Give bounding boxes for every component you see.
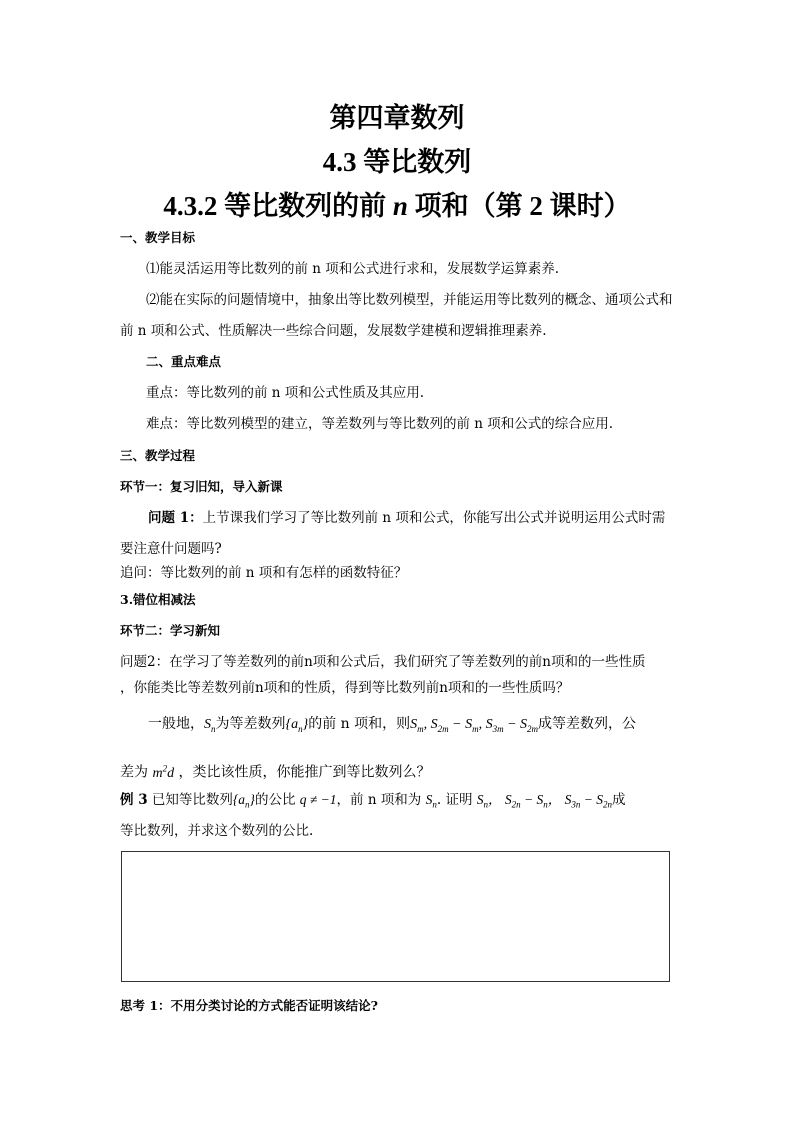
method-note: 3.错位相减法 (120, 592, 196, 607)
keypoints-heading: 二、重点难点 (146, 354, 222, 369)
example-3-text-a: 已知等比数列 (151, 792, 233, 808)
goal-item-2-line-1: ⑵能在实际的问题情境中，抽象出等比数列模型，并能运用等比数列的概念、通项公式和 (146, 292, 673, 308)
think-1-text: 不用分类讨论的方式能否证明该结论? (170, 998, 378, 1013)
question-1-label: 问题 1： (148, 510, 203, 526)
analogy-line-2 (120, 758, 431, 784)
difficulty-point: 难点：等比数列模型的建立，等差数列与等比数列的前 n 项和公式的综合应用. (146, 416, 614, 432)
question-2-line-2: ，你能类比等差数列前n项和的性质，得到等比数列前n项和的一些性质吗？ (120, 680, 570, 696)
analogy-tail: 成等差数列，公 (538, 716, 637, 732)
goal-item-2-line-2: 前 n 项和公式、性质解决一些综合问题，发展数学建模和逻辑推理素养. (120, 323, 547, 339)
example-3-sequence: $\{a_n\}$ (232, 792, 255, 810)
answer-box[interactable] (121, 851, 670, 982)
process-heading: 三、教学过程 (120, 448, 196, 463)
section-title: 4.3 等比数列 (322, 147, 472, 177)
analogy-mid-2: 的前 n 项和，则 (308, 716, 411, 732)
step-1-heading: 环节一：复习旧知，导入新课 (120, 479, 283, 494)
example-3-label: 例 3 (120, 792, 148, 808)
example-3-line-2: 等比数列，并求这个数列的公比. (120, 823, 314, 839)
example-3-terms: $S_n$， $S_{2n} - S_n$， $S_{3n} - S_{2n}$ (476, 792, 612, 810)
goal-item-1: ⑴能灵活运用等比数列的前 n 项和公式进行求和，发展数学运算素养. (146, 261, 560, 277)
analogy-sequence: $\{a_n\}$ (285, 717, 309, 734)
question-2-line-1: 问题2：在学习了等差数列的前n项和公式后，我们研究了等差数列的前n项和的一些性质 (120, 654, 646, 670)
common-difference-formula: $m^2d$ (152, 763, 175, 781)
example-3-text-b: 的公比 (254, 792, 296, 808)
followup-question: 追问：等比数列的前 n 项和有怎样的函数特征？ (120, 565, 408, 581)
analogy-prefix: 一般地， (148, 716, 204, 732)
step-2-heading: 环节二：学习新知 (120, 623, 221, 638)
chapter-title: 第四章数列 (329, 103, 465, 133)
key-point: 重点：等比数列的前 n 项和公式性质及其应用. (146, 385, 425, 401)
think-1-label: 思考 1： (120, 998, 171, 1013)
analogy-sn: $S_n$ (204, 717, 216, 734)
example-3-text-e: 成 (612, 792, 626, 808)
subsection-title-n: n (392, 191, 408, 221)
example-3-text-c: ，前 n 项和为 (336, 792, 422, 808)
subsection-title-post: 项和（第 2 课时） (407, 191, 631, 221)
subsection-title (0, 184, 794, 223)
example-3-text-d: . 证明 (436, 792, 473, 808)
analogy-mid: 为等差数列 (215, 716, 286, 732)
think-1 (120, 996, 378, 1016)
subsection-title-pre: 4.3.2 等比数列的前 (163, 191, 393, 221)
analogy-line-2-suffix: ，类比该性质，你能推广到等比数列么？ (178, 764, 431, 781)
example-3-ratio-condition: q ≠ −1 (299, 792, 337, 807)
example-3-line-1 (120, 790, 626, 815)
goals-heading: 一、教学目标 (120, 230, 196, 245)
analogy-line-1 (148, 714, 636, 739)
question-1-line-1 (148, 508, 665, 528)
question-1-line-2: 要注意什问题吗? (120, 541, 222, 557)
example-3-sn: $S_n$ (425, 792, 437, 810)
question-1-text: 上节课我们学习了等比数列前 n 项和公式，你能写出公式并说明运用公式时需 (202, 510, 666, 526)
analogy-line-2-prefix: 差为 (120, 764, 148, 781)
analogy-terms-formula: $S_m$, $S_{2m} - S_m$, $S_{3m} - S_{2m}$ (410, 717, 539, 734)
